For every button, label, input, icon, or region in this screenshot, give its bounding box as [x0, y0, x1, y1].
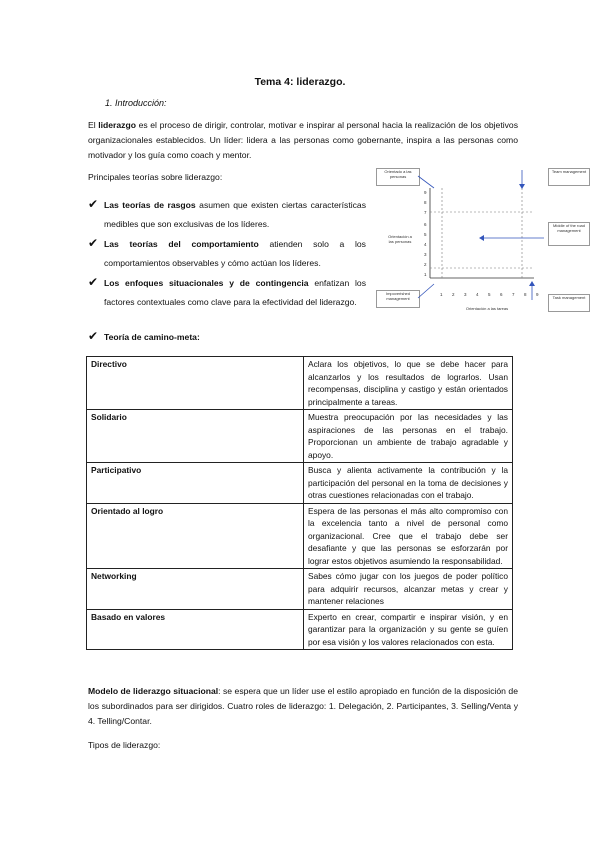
table-key: Directivo: [87, 357, 304, 410]
x-tick: 5: [488, 292, 491, 297]
bullet-traits: ✔ Las teorías de rasgos asumen que existen ciertas características medibles que son exclusivas de los líderes.: [88, 197, 366, 229]
table-row: [87, 503, 513, 569]
table-key: Orientado al logro: [87, 503, 304, 569]
y-tick: 9: [424, 190, 427, 195]
table-value: Sabes cómo jugar con los juegos de poder político para adquirir recursos, alcanzar metas y crear y mantener relaciones: [304, 569, 513, 610]
table-value: Aclara los objetivos, lo que se debe hacer para alcanzarlos y los resultados de lograrlos. Usan recompensas, disciplina y castigo y están orientados principalmente a tareas.: [304, 357, 513, 410]
table-key: Participativo: [87, 463, 304, 504]
table-value: Experto en crear, compartir e inspirar visión, y en garantizar para la organización y su gente se guíen por esa visión y los valores relacionados con esta.: [304, 609, 513, 650]
x-tick: 1: [440, 292, 443, 297]
grid-x-label: Orientación a las tareas: [465, 306, 509, 311]
table-row: [87, 463, 513, 504]
intro-paragraph: El liderazgo es el proceso de dirigir, controlar, motivar e inspirar al personal hacia la realización de los objetivos organizacionales establecidos. Un líder: lidera a las personas como gobernante, inspira a las personas como motivador y los guía como coach y mentor.: [88, 120, 518, 160]
grid-box-bottom-right: Task management: [548, 294, 590, 312]
y-tick: 8: [424, 200, 427, 205]
y-tick: 2: [424, 262, 427, 267]
y-tick: 3: [424, 252, 427, 257]
bullet-behavior: ✔ Las teorías del comportamiento atienden solo a los comportamientos observables y cómo actúan los líderes.: [88, 236, 366, 268]
table-value: Muestra preocupación por las necesidades y las aspiraciones de las personas en el trabajo. Proporcionan un ambiente de trabajo agradable y apoyo.: [304, 410, 513, 463]
check-icon: ✔: [88, 329, 99, 343]
theories-heading: Principales teorías sobre liderazgo:: [88, 172, 223, 182]
table-row: [87, 609, 513, 650]
table-value: Busca y alienta activamente la contribución y la participación del personal en la toma de decisiones y otras cuestiones relacionadas con el trabajo.: [304, 463, 513, 504]
bullet-path-goal: ✔ Teoría de camino-meta:: [104, 328, 366, 347]
table-key: Networking: [87, 569, 304, 610]
grid-box-middle-right: Middle of the road management: [548, 222, 590, 246]
situational-paragraph: Modelo de liderazgo situacional: se espera que un líder use el estilo apropiado en función de la disposición de los subordinados para ser dirigidos. Cuatro roles de liderazgo: 1. Delegación, 2. Participantes, 3. Selling/Venta y 4. Telling/Contar.: [88, 686, 518, 726]
y-tick: 6: [424, 222, 427, 227]
y-tick: 4: [424, 242, 427, 247]
check-icon: ✔: [88, 275, 99, 289]
x-tick: 6: [500, 292, 503, 297]
table-row: [87, 357, 513, 410]
table-key: Solidario: [87, 410, 304, 463]
table-row: [87, 569, 513, 610]
table-value: Espera de las personas el más alto compromiso con la excelencia tanto a nivel de personal como organizacional. Cree que el trabajo debe ser desafiante y que las personas se esforzarán por lograr estos objetivos asumiendo la responsabilidad.: [304, 503, 513, 569]
x-tick: 7: [512, 292, 515, 297]
y-tick: 7: [424, 210, 427, 215]
grid-box-top-left: Orientado a las personas: [376, 168, 420, 186]
section-subtitle: 1. Introducción:: [105, 98, 167, 108]
grid-box-bottom-left: Impoverished management: [376, 290, 420, 308]
x-tick: 4: [476, 292, 479, 297]
x-tick: 2: [452, 292, 455, 297]
managerial-grid-diagram: [372, 166, 592, 326]
types-heading: Tipos de liderazgo:: [88, 740, 161, 750]
y-tick: 5: [424, 232, 427, 237]
check-icon: ✔: [88, 197, 99, 211]
x-tick: 3: [464, 292, 467, 297]
bullet-situational: ✔ Los enfoques situacionales y de contingencia enfatizan los factores contextuales como clave para la efectividad del liderazgo.: [88, 275, 366, 307]
page-title: Tema 4: liderazgo.: [254, 76, 346, 88]
table-row: [87, 410, 513, 463]
table-key: Basado en valores: [87, 609, 304, 650]
x-tick: 9: [536, 292, 539, 297]
path-goal-table: [86, 356, 513, 650]
grid-box-top-right: Team management: [548, 168, 590, 186]
x-tick: 8: [524, 292, 527, 297]
y-tick: 1: [424, 272, 427, 277]
grid-lines: [372, 166, 592, 326]
grid-y-label: Orientación a las personas: [388, 234, 412, 244]
check-icon: ✔: [88, 236, 99, 250]
